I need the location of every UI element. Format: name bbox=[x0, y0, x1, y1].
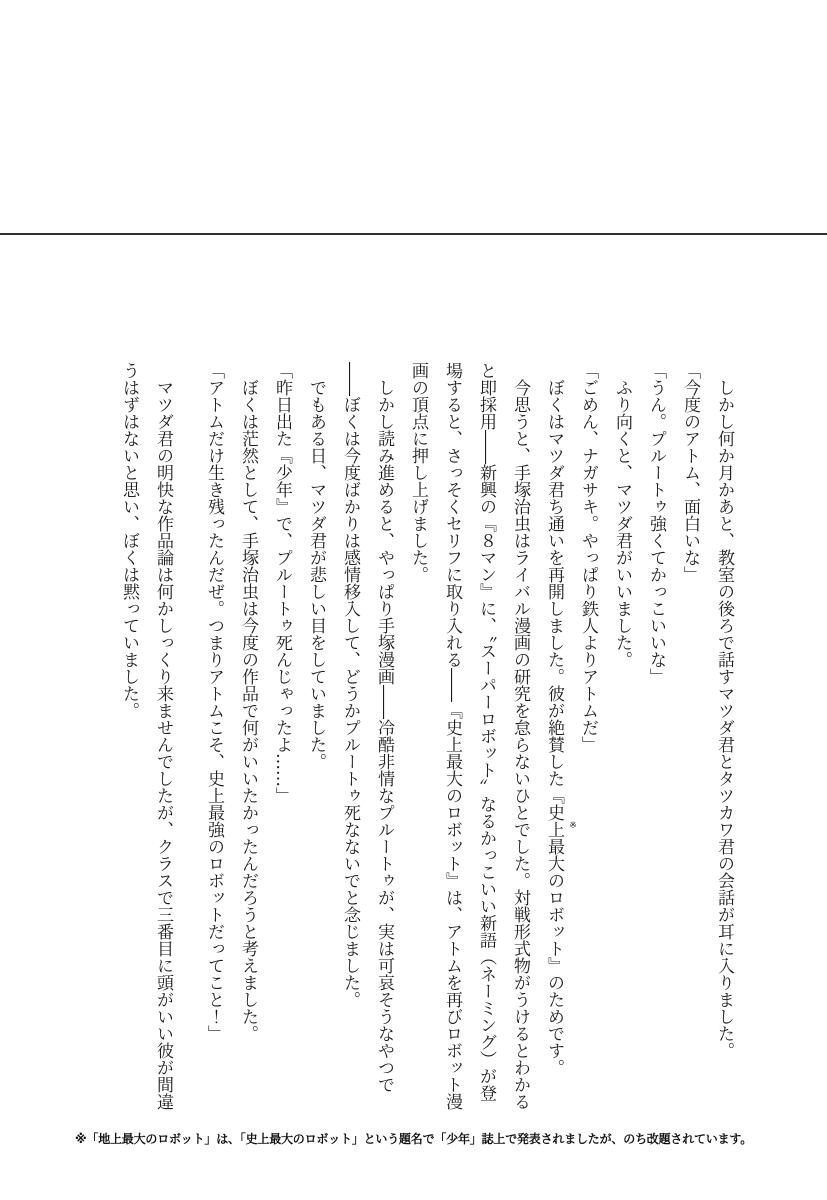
body-paragraph-dialogue: 「昨日出た『少年』で、プルートゥ死んじゃったよ……」 bbox=[272, 362, 292, 804]
body-paragraph: 今思うと、手塚治虫はライバル漫画の研究を怠らないひとでした。対戦形式物がうけるとわかると即採用――新興の『８マン』に、〝スーパーロボット〟なるかっこいい新語（ネーミング）が登場すると、さっそくセリフに取り入れる――『史上最大のロボット』は、アトムを再びロボット漫画の頂点に押し上げました。 bbox=[408, 362, 530, 1110]
body-paragraph: ふり向くと、マツダ君がいいました。 bbox=[612, 379, 632, 668]
paragraph-text: 史 bbox=[544, 804, 564, 821]
body-paragraph: ぼくは茫然として、手塚治虫は今度の作品で何がいいたかったんだろうと考えました。 bbox=[238, 379, 258, 1042]
horizontal-rule bbox=[0, 233, 827, 235]
paragraph-text: 上最大のロボット』のためです。 bbox=[544, 821, 564, 1076]
body-paragraph: しかし何か月かあと、教室の後ろで話すマツダ君とタツカワ君の会話が耳に入りました。 bbox=[714, 379, 734, 1059]
body-text bbox=[112, 362, 741, 1112]
body-paragraph-dialogue: 「今度のアトム、面白いな」 bbox=[680, 362, 700, 583]
annotated-character bbox=[544, 804, 578, 831]
body-paragraph-dialogue: 「ごめん、ナガサキ。やっぱり鉄人よりアトムだ」 bbox=[578, 362, 598, 753]
body-paragraph-dialogue: 「アトムだけ生き残ったんだぜ。つまりアトムこそ、史上最強のロボットだってこと！」 bbox=[204, 362, 224, 1042]
body-paragraph bbox=[537, 362, 578, 1112]
body-paragraph-dialogue: 「うん。プルートゥ強くてかっこいいな」 bbox=[646, 362, 666, 685]
footnote-reference-mark: ※ bbox=[568, 821, 578, 831]
footnote: ※「地上最大のロボット」は、「史上最大のロボット」という題名で「少年」誌上で発表されましたが、のち改題されています。 bbox=[74, 1132, 753, 1146]
body-paragraph: でもある日、マツダ君が悲しい目をしていました。 bbox=[306, 379, 326, 770]
paragraph-text: ぼくはマツダ君ち通いを再開しました。彼が絶賛した『 bbox=[544, 379, 564, 804]
body-paragraph: マツダ君の明快な作品論は何かしっくり来ませんでしたが、クラスで三番目に頭がいい彼が間違うはずはないと思い、ぼくは黙っていました。 bbox=[119, 362, 173, 1110]
body-paragraph: しかし読み進めると、やっぱり手塚漫画――冷酷非情なプルートゥが、実は可哀そうなやつで――ぼくは今度ばかりは感情移入して、どうかプルートゥ死なないでと念じました。 bbox=[340, 362, 394, 1093]
